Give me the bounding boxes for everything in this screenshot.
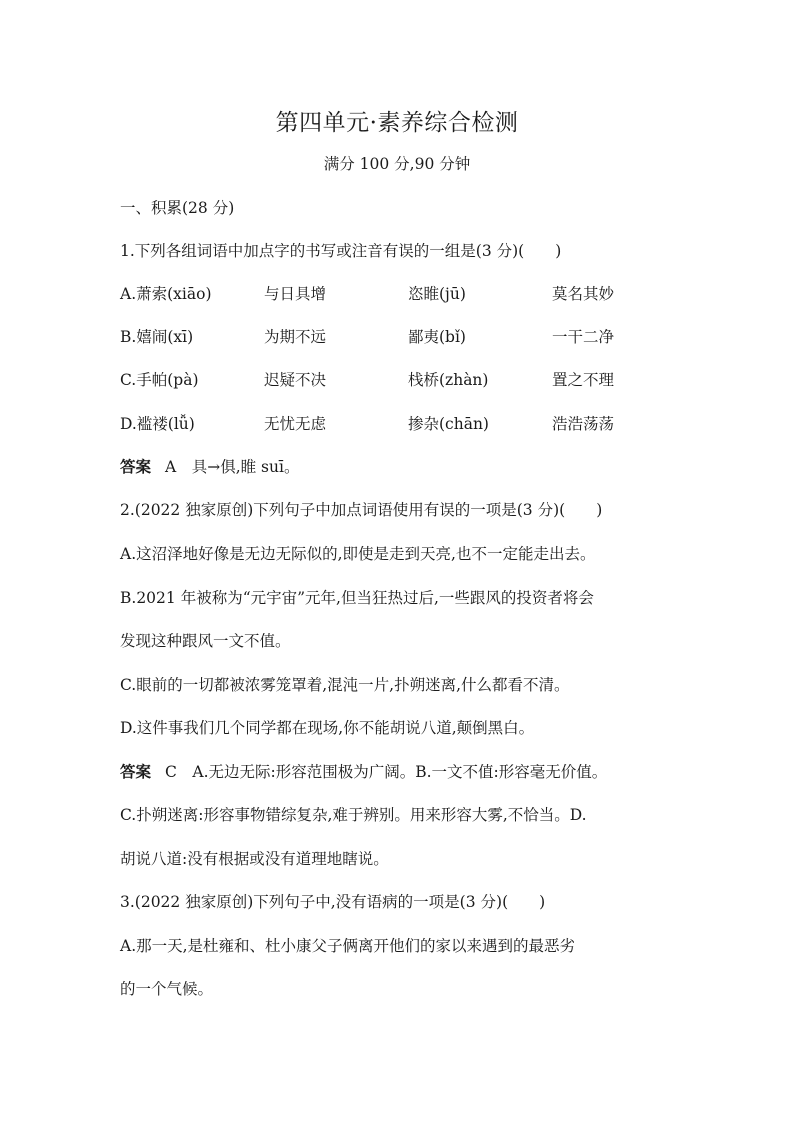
q1-option-cell: 无忧无虑 bbox=[264, 415, 327, 433]
q2-option-line: A.这沼泽地好像是无边无际似的,即使是走到天亮,也不一定能走出去。 bbox=[120, 545, 596, 563]
q1-option-cell: 掺杂(chān) bbox=[408, 415, 489, 433]
q1-option-cell: B.嬉闹(xī) bbox=[120, 328, 194, 346]
q1-option-cell: 恣睢(jū) bbox=[408, 285, 466, 303]
q3-option-line: 的一个气候。 bbox=[120, 980, 214, 998]
q2-answer-line: 胡说八道:没有根据或没有道理地瞎说。 bbox=[120, 850, 389, 868]
q2-option-line: 发现这种跟风一文不值。 bbox=[120, 632, 291, 650]
q2-option-line: D.这件事我们几个同学都在现场,你不能胡说八道,颠倒黑白。 bbox=[120, 719, 535, 737]
q2-answer-line: C.扑朔迷离:形容事物错综复杂,难于辨别。用来形容大雾,不恰当。D. bbox=[120, 806, 587, 824]
q1-option-row bbox=[120, 414, 680, 436]
page-subtitle: 满分 100 分,90 分钟 bbox=[323, 155, 471, 173]
q3-stem: 3.(2022 独家原创)下列句子中,没有语病的一项是(3 分)( ) bbox=[120, 893, 546, 911]
q1-option-row bbox=[120, 327, 680, 349]
q1-option-cell: 迟疑不决 bbox=[264, 371, 327, 389]
answer-text: C A.无边无际:形容范围极为广阔。B.一文不值:形容毫无价值。 bbox=[165, 763, 608, 781]
answer-label: 答案 bbox=[120, 457, 152, 476]
q1-option-cell: 鄙夷(bǐ) bbox=[408, 328, 466, 346]
q1-option-cell: C.手帕(pà) bbox=[120, 371, 199, 389]
q1-option-cell: 与日具增 bbox=[264, 285, 327, 303]
q2-stem: 2.(2022 独家原创)下列句子中加点词语使用有误的一项是(3 分)( ) bbox=[120, 501, 603, 519]
answer-text: A 具→俱,睢 suī。 bbox=[165, 458, 300, 476]
q3-option-line: A.那一天,是杜雍和、杜小康父子俩离开他们的家以来遇到的最恶劣 bbox=[120, 937, 576, 955]
page-title: 第四单元·素养综合检测 bbox=[275, 110, 519, 136]
q1-answer bbox=[120, 457, 700, 477]
q1-option-cell: 置之不理 bbox=[552, 371, 615, 389]
q1-option-cell: 浩浩荡荡 bbox=[552, 415, 615, 433]
q2-option-line: C.眼前的一切都被浓雾笼罩着,混沌一片,扑朔迷离,什么都看不清。 bbox=[120, 676, 570, 694]
q1-option-cell: A.萧索(xiāo) bbox=[120, 285, 212, 303]
q1-option-cell: 莫名其妙 bbox=[552, 285, 615, 303]
section-heading: 一、积累(28 分) bbox=[120, 199, 235, 217]
q1-option-cell: 一干二净 bbox=[552, 328, 615, 346]
q1-stem: 1.下列各组词语中加点字的书写或注音有误的一组是(3 分)( ) bbox=[120, 242, 562, 260]
q1-option-cell: 为期不远 bbox=[264, 328, 327, 346]
q1-option-row bbox=[120, 370, 680, 392]
q1-option-cell: D.褴褛(lǚ) bbox=[120, 415, 195, 433]
answer-label: 答案 bbox=[120, 762, 152, 781]
q2-option-line: B.2021 年被称为“元宇宙”元年,但当狂热过后,一些跟风的投资者将会 bbox=[120, 589, 594, 607]
q1-option-row bbox=[120, 284, 680, 306]
q2-answer bbox=[120, 762, 700, 782]
q1-option-cell: 栈桥(zhàn) bbox=[408, 371, 489, 389]
